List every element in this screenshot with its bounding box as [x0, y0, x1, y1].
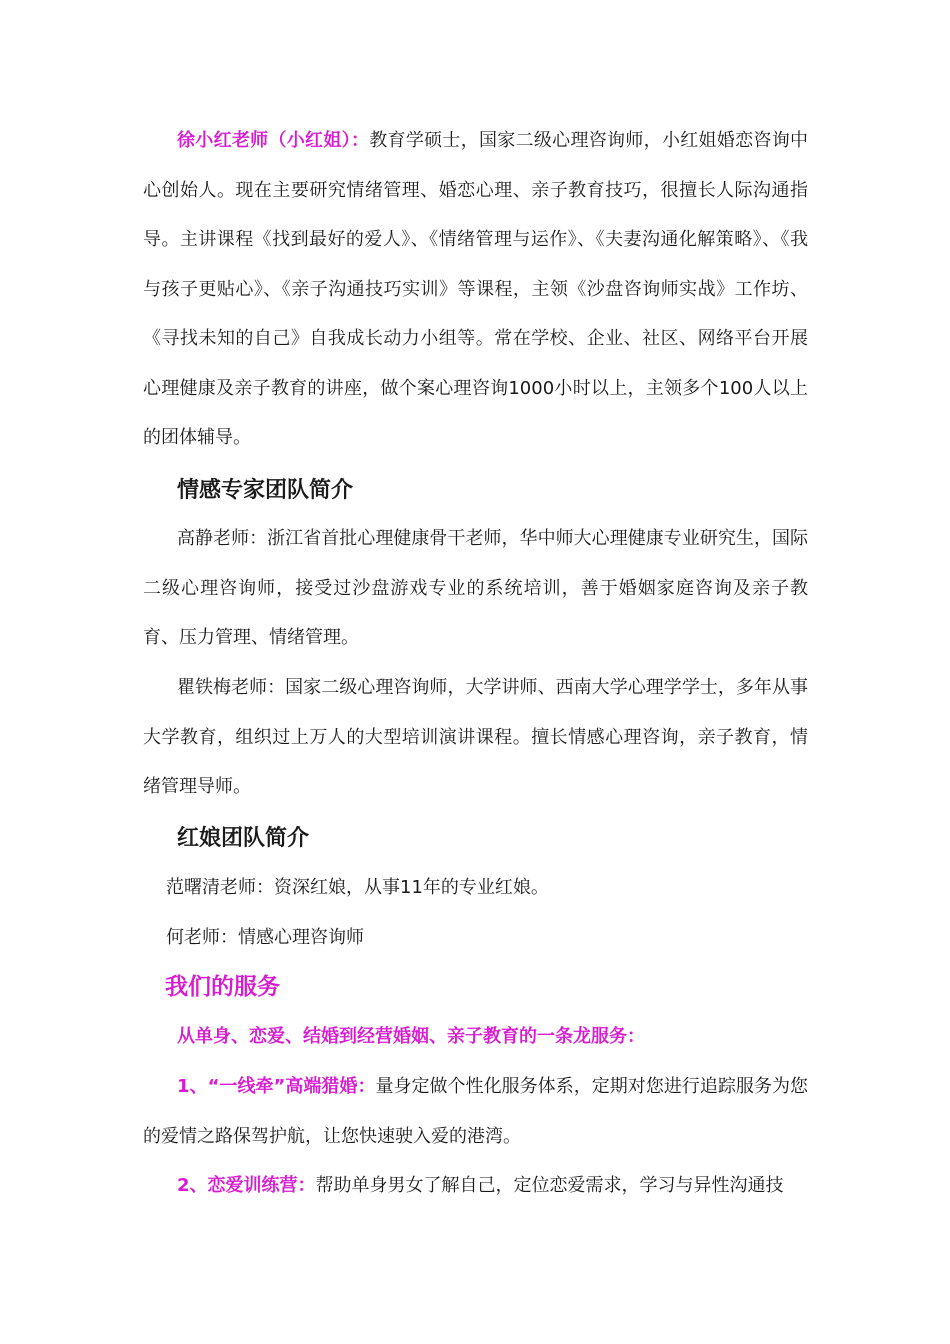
qu-paragraph: 瞿铁梅老师：国家二级心理咨询师，大学讲师、西南大学心理学学士，多年从事大学教育，组织过上万人的大型培训演讲课程。擅长情感心理咨询，亲子教育，情绪管理导师。 — [143, 677, 808, 797]
services-heading: 我们的服务 — [165, 974, 280, 1000]
service-item-2-label: 2、恋爱训练营： — [177, 1175, 316, 1196]
service-item-1 — [143, 1062, 808, 1161]
service-item-2-text: 帮助单身男女了解自己，定位恋爱需求，学习与异性沟通技 — [315, 1175, 784, 1196]
service-item-1-label: 1、“一线牵”高端猎婚： — [177, 1076, 376, 1097]
matchmaker-team-heading: 红娘团队简介 — [177, 826, 310, 851]
xu-name-label: 徐小红老师（小红姐）： — [177, 130, 370, 151]
service-item-2 — [143, 1161, 808, 1211]
he-line: 何老师：情感心理咨询师 — [166, 927, 364, 948]
xu-intro-paragraph — [143, 116, 808, 463]
gao-paragraph: 高静老师：浙江省首批心理健康骨干老师，华中师大心理健康专业研究生，国际二级心理咨询师，接受过沙盘游戏专业的系统培训，善于婚姻家庭咨询及亲子教育、压力管理、情绪管理。 — [143, 528, 808, 648]
fan-line: 范曙清老师：资深红娘，从事11年的专业红娘。 — [166, 877, 549, 898]
service-item-1-text: 量身定做个性化服务体系，定期对您进行追踪服务为您的爱情之路保驾护航，让您快速驶入爱的港湾。 — [143, 1076, 809, 1147]
services-subheading: 从单身、恋爱、结婚到经营婚姻、亲子教育的一条龙服务： — [177, 1026, 645, 1047]
expert-team-heading: 情感专家团队简介 — [177, 478, 354, 503]
xu-intro-text: 教育学硕士，国家二级心理咨询师，小红姐婚恋咨询中心创始人。现在主要研究情绪管理、婚恋心理、亲子教育技巧，很擅长人际沟通指导。主讲课程《找到最好的爱人》、《情绪管理与运作》、《夫妻沟通化解策略》、《我与孩子更贴心》、《亲子沟通技巧实训》等课程，主领《沙盘咨询师实战》工作坊、《寻找未知的自己》自我成长动力小组等。常在学校、企业、社区、网络平台开展心理健康及亲子教育的讲座，做个案心理咨询1000小时以上，主领多个100人以上的团体辅导。 — [143, 130, 808, 448]
